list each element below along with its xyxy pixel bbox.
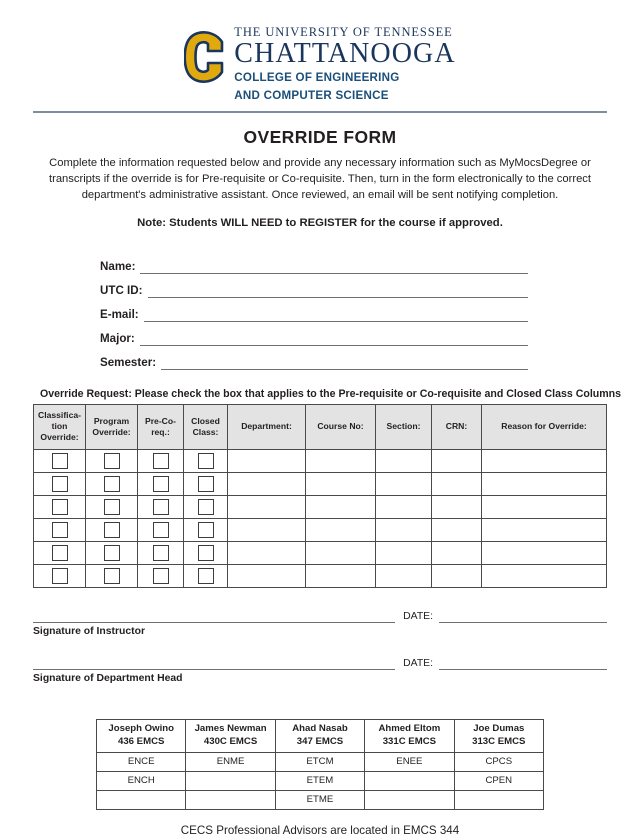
checkbox-cell-program_override[interactable] <box>86 518 138 541</box>
cell-course_no[interactable] <box>306 495 376 518</box>
input-name[interactable] <box>140 260 528 274</box>
checkbox-closed_class[interactable] <box>198 499 214 515</box>
checkbox-program_override[interactable] <box>104 499 120 515</box>
cell-course_no[interactable] <box>306 564 376 587</box>
date-input-department-head[interactable] <box>439 658 607 670</box>
override-col-header-6: Section: <box>376 404 432 449</box>
advisor-program-cell: ENCE <box>97 752 186 771</box>
advisor-header-0 <box>97 719 186 752</box>
advisor-room: 436 EMCS <box>118 735 165 747</box>
override-table-body <box>34 449 607 587</box>
checkbox-classification_override[interactable] <box>52 499 68 515</box>
signature-input-department-head[interactable] <box>33 658 395 670</box>
cell-reason[interactable] <box>482 495 607 518</box>
input-email[interactable] <box>144 308 528 322</box>
college-line-2: AND COMPUTER SCIENCE <box>234 88 389 102</box>
checkbox-cell-pre_co_req[interactable] <box>138 472 184 495</box>
university-line: THE UNIVERSITY OF TENNESSEE <box>234 25 453 39</box>
cell-reason[interactable] <box>482 541 607 564</box>
advisor-header-1 <box>186 719 275 752</box>
table-row <box>97 790 544 809</box>
label-name: Name: <box>100 259 136 273</box>
checkbox-pre_co_req[interactable] <box>153 522 169 538</box>
utc-wordmark <box>234 26 455 103</box>
cell-section[interactable] <box>376 541 432 564</box>
advisor-room: 430C EMCS <box>203 735 258 747</box>
advisor-name: James Newman <box>194 723 267 735</box>
advisor-header-4 <box>454 719 543 752</box>
checkbox-cell-classification_override[interactable] <box>34 518 86 541</box>
advisor-program-cell: CPCS <box>454 752 543 771</box>
checkbox-cell-closed_class[interactable] <box>184 449 228 472</box>
cell-department[interactable] <box>228 518 306 541</box>
advisor-room: 331C EMCS <box>382 735 437 747</box>
table-row <box>97 752 544 771</box>
checkbox-pre_co_req[interactable] <box>153 568 169 584</box>
advisor-room: 347 EMCS <box>296 735 344 747</box>
checkbox-pre_co_req[interactable] <box>153 453 169 469</box>
cell-section[interactable] <box>376 518 432 541</box>
checkbox-cell-program_override[interactable] <box>86 449 138 472</box>
cell-department[interactable] <box>228 472 306 495</box>
cell-crn[interactable] <box>432 541 482 564</box>
checkbox-cell-classification_override[interactable] <box>34 472 86 495</box>
advisor-name: Joe Dumas <box>473 723 525 735</box>
masthead <box>0 0 640 103</box>
cell-course_no[interactable] <box>306 541 376 564</box>
override-col-header-2: Pre-Co- req.: <box>138 404 184 449</box>
chattanooga-line: CHATTANOOGA <box>234 37 456 69</box>
checkbox-program_override[interactable] <box>104 476 120 492</box>
checkbox-cell-classification_override[interactable] <box>34 449 86 472</box>
label-semester: Semester: <box>100 355 157 369</box>
cell-reason[interactable] <box>482 564 607 587</box>
checkbox-cell-pre_co_req[interactable] <box>138 564 184 587</box>
field-row-major <box>100 322 528 346</box>
advisor-program-cell <box>365 771 454 790</box>
cell-department[interactable] <box>228 449 306 472</box>
checkbox-cell-pre_co_req[interactable] <box>138 449 184 472</box>
signature-group-instructor <box>33 611 607 637</box>
signature-spacer <box>33 637 607 658</box>
override-col-header-0: Classifica- tion Override: <box>34 404 86 449</box>
checkbox-program_override[interactable] <box>104 522 120 538</box>
cell-section[interactable] <box>376 495 432 518</box>
cell-department[interactable] <box>228 564 306 587</box>
advisor-program-cell <box>186 771 275 790</box>
signature-caption-instructor: Signature of Instructor <box>33 625 145 637</box>
cell-reason[interactable] <box>482 472 607 495</box>
intro-paragraph: Complete the information requested below and provide any necessary information such as MyMocsDegree or transcripts if the override is for Pre-requisite or Co-requisite. Then, turn in the form electronically to the correct department's administrative assistant. Once reviewed, an email will be sent notifying completion. <box>49 157 591 201</box>
advisor-name: Ahad Nasab <box>292 723 348 735</box>
checkbox-cell-program_override[interactable] <box>86 564 138 587</box>
input-semester[interactable] <box>161 356 528 370</box>
advisor-program-cell <box>186 790 275 809</box>
field-row-semester <box>100 346 528 370</box>
signature-caption-department-head: Signature of Department Head <box>33 672 183 684</box>
signature-row-instructor <box>33 611 607 623</box>
cell-crn[interactable] <box>432 472 482 495</box>
utc-logo-lockup <box>184 26 455 103</box>
checkbox-program_override[interactable] <box>104 568 120 584</box>
checkbox-pre_co_req[interactable] <box>153 476 169 492</box>
advisors-body <box>97 752 544 809</box>
label-utc-id: UTC ID: <box>100 283 143 297</box>
cell-section[interactable] <box>376 564 432 587</box>
advisor-program-cell: ETME <box>275 790 364 809</box>
override-col-header-1: Program Override: <box>86 404 138 449</box>
cell-reason[interactable] <box>482 518 607 541</box>
signature-group-department-head <box>33 658 607 684</box>
cell-department[interactable] <box>228 541 306 564</box>
utc-power-c-icon <box>184 30 226 84</box>
page-title: OVERRIDE FORM <box>243 127 397 148</box>
checkbox-cell-program_override[interactable] <box>86 495 138 518</box>
cell-reason[interactable] <box>482 449 607 472</box>
cell-section[interactable] <box>376 472 432 495</box>
date-label-department-head: DATE: <box>403 657 433 669</box>
override-table-header-row <box>34 404 607 449</box>
override-col-header-5: Course No: <box>306 404 376 449</box>
checkbox-cell-pre_co_req[interactable] <box>138 495 184 518</box>
field-row-name <box>100 250 528 274</box>
checkbox-classification_override[interactable] <box>52 476 68 492</box>
footer-note: CECS Professional Advisors are located in EMCS 344 <box>180 823 460 837</box>
input-utc-id[interactable] <box>148 284 528 298</box>
cell-crn[interactable] <box>432 564 482 587</box>
date-input-instructor[interactable] <box>439 611 607 623</box>
cell-course_no[interactable] <box>306 472 376 495</box>
advisors-header-row <box>97 719 544 752</box>
advisor-program-cell: ENEE <box>365 752 454 771</box>
checkbox-cell-program_override[interactable] <box>86 541 138 564</box>
college-line-1: COLLEGE OF ENGINEERING <box>234 71 400 85</box>
cell-crn[interactable] <box>432 495 482 518</box>
checkbox-cell-classification_override[interactable] <box>34 541 86 564</box>
advisor-program-cell <box>454 790 543 809</box>
checkbox-cell-closed_class[interactable] <box>184 518 228 541</box>
advisors-table <box>96 719 544 810</box>
field-row-utc-id <box>100 274 528 298</box>
cell-crn[interactable] <box>432 449 482 472</box>
advisor-name: Ahmed Eltom <box>378 723 441 735</box>
checkbox-closed_class[interactable] <box>198 476 214 492</box>
checkbox-classification_override[interactable] <box>52 522 68 538</box>
advisor-program-cell: ENME <box>186 752 275 771</box>
checkbox-cell-closed_class[interactable] <box>184 472 228 495</box>
signature-block <box>33 611 607 684</box>
signature-row-department-head <box>33 658 607 670</box>
table-row <box>34 541 607 564</box>
cell-section[interactable] <box>376 449 432 472</box>
checkbox-closed_class[interactable] <box>198 522 214 538</box>
advisor-program-cell: ENCH <box>97 771 186 790</box>
checkbox-cell-program_override[interactable] <box>86 472 138 495</box>
checkbox-cell-classification_override[interactable] <box>34 495 86 518</box>
override-request-caption: Override Request: Please check the box that applies to the Pre-requisite or Co-requisite and Closed Class Columns <box>40 387 622 400</box>
label-email: E-mail: <box>100 307 139 321</box>
cell-course_no[interactable] <box>306 449 376 472</box>
table-row <box>34 472 607 495</box>
checkbox-classification_override[interactable] <box>52 568 68 584</box>
advisor-room: 313C EMCS <box>472 735 526 747</box>
field-row-email <box>100 298 528 322</box>
checkbox-cell-closed_class[interactable] <box>184 495 228 518</box>
checkbox-classification_override[interactable] <box>52 453 68 469</box>
label-major: Major: <box>100 331 135 345</box>
override-col-header-8: Reason for Override: <box>482 404 607 449</box>
advisor-name: Joseph Owino <box>108 723 174 735</box>
override-col-header-3: Closed Class: <box>184 404 228 449</box>
checkbox-classification_override[interactable] <box>52 545 68 561</box>
checkbox-cell-pre_co_req[interactable] <box>138 541 184 564</box>
date-label-instructor: DATE: <box>403 610 433 622</box>
table-row <box>34 564 607 587</box>
checkbox-cell-closed_class[interactable] <box>184 541 228 564</box>
override-request-table <box>33 404 607 588</box>
table-row <box>34 495 607 518</box>
override-col-header-4: Department: <box>228 404 306 449</box>
advisor-header-3 <box>365 719 454 752</box>
cell-department[interactable] <box>228 495 306 518</box>
checkbox-pre_co_req[interactable] <box>153 545 169 561</box>
checkbox-closed_class[interactable] <box>198 453 214 469</box>
checkbox-closed_class[interactable] <box>198 545 214 561</box>
checkbox-program_override[interactable] <box>104 453 120 469</box>
signature-input-instructor[interactable] <box>33 611 395 623</box>
override-col-header-7: CRN: <box>432 404 482 449</box>
advisor-header-2 <box>275 719 364 752</box>
table-row <box>34 449 607 472</box>
checkbox-closed_class[interactable] <box>198 568 214 584</box>
advisor-program-cell: CPEN <box>454 771 543 790</box>
checkbox-cell-pre_co_req[interactable] <box>138 518 184 541</box>
student-info-fields <box>100 250 528 370</box>
advisor-program-cell <box>97 790 186 809</box>
cell-crn[interactable] <box>432 518 482 541</box>
table-row <box>34 518 607 541</box>
input-major[interactable] <box>140 332 528 346</box>
advisor-program-cell: ETEM <box>275 771 364 790</box>
checkbox-pre_co_req[interactable] <box>153 499 169 515</box>
advisor-program-cell <box>365 790 454 809</box>
checkbox-cell-closed_class[interactable] <box>184 564 228 587</box>
checkbox-program_override[interactable] <box>104 545 120 561</box>
advisor-program-cell: ETCM <box>275 752 364 771</box>
masthead-divider <box>33 111 607 113</box>
register-note: Note: Students WILL NEED to REGISTER for the course if approved. <box>137 216 503 229</box>
cell-course_no[interactable] <box>306 518 376 541</box>
checkbox-cell-classification_override[interactable] <box>34 564 86 587</box>
table-row <box>97 771 544 790</box>
